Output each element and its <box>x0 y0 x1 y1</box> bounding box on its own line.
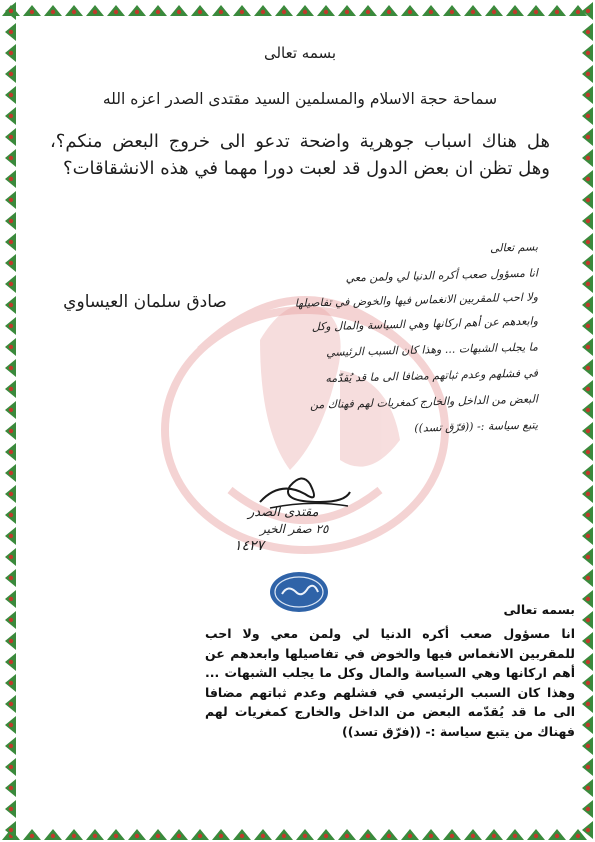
handwritten-line: بسم تعالى <box>489 240 539 255</box>
hijri-date-day: ٢٥ صفر الخير <box>260 522 329 536</box>
decorative-border-bottom <box>0 824 595 842</box>
decorative-border-left <box>0 0 18 842</box>
handwritten-line: في فشلهم وعدم ثباتهم مضافا الى ما قد يُقدّمه <box>325 366 539 386</box>
addressee-line: سماحة حجة الاسلام والمسلمين السيد مقتدى الصدر اعزه الله <box>102 90 498 108</box>
handwritten-line: ما يجلب الشبهات ... وهذا كان السبب الرئيسي <box>325 340 539 360</box>
questioner-name: صادق سلمان العيساوي <box>63 292 227 312</box>
hijri-date-year: ١٤٢٧ <box>234 538 265 554</box>
handwritten-line: البعض من الداخل والخارج كمغريات لهم فهناك من <box>309 392 539 412</box>
answer-body: انا مسؤول صعب أكره الدنيا لي ولمن معي ولا احب للمقربين الانغماس فيها والخوض في تفاصيلها وابعدهم عن أهم اركانها وهي السياسة والمال وكل ما يجلب الشبهات ... وهذا كان السبب الرئيسي في فشلهم وعدم ثباتهم مضافا الى ما قد يُقدّمه البعض من الداخل والخارج كمغريات لهم فهناك من يتبع سياسة :- ((فرّق تسد)) <box>205 626 575 739</box>
document-heading: بسمه تعالى <box>263 44 337 62</box>
question-text: هل هناك اسباب جوهرية واضحة تدعو الى خروج البعض منكم؟، وهل تظن ان بعض الدول قد لعبت دورا مهما في هذه الانشقاقات؟ <box>50 131 550 179</box>
handwritten-line: وابعدهم عن أهم اركانها وهي السياسة والمال وكل <box>311 314 539 334</box>
signature-name: مقتدى الصدر <box>248 505 319 520</box>
decorative-border-right <box>577 0 595 842</box>
handwritten-line: يتبع سياسة :- ((فرّق تسد)) <box>414 418 539 435</box>
decorative-border-top <box>0 0 595 18</box>
handwritten-line: انا مسؤول صعب أكره الدنيا لي ولمن معي <box>345 266 539 285</box>
handwritten-line: ولا احب للمقربين الانغماس فيها والخوض في تفاصيلها <box>294 290 539 310</box>
answer-title: بسمه تعالى <box>503 602 575 617</box>
